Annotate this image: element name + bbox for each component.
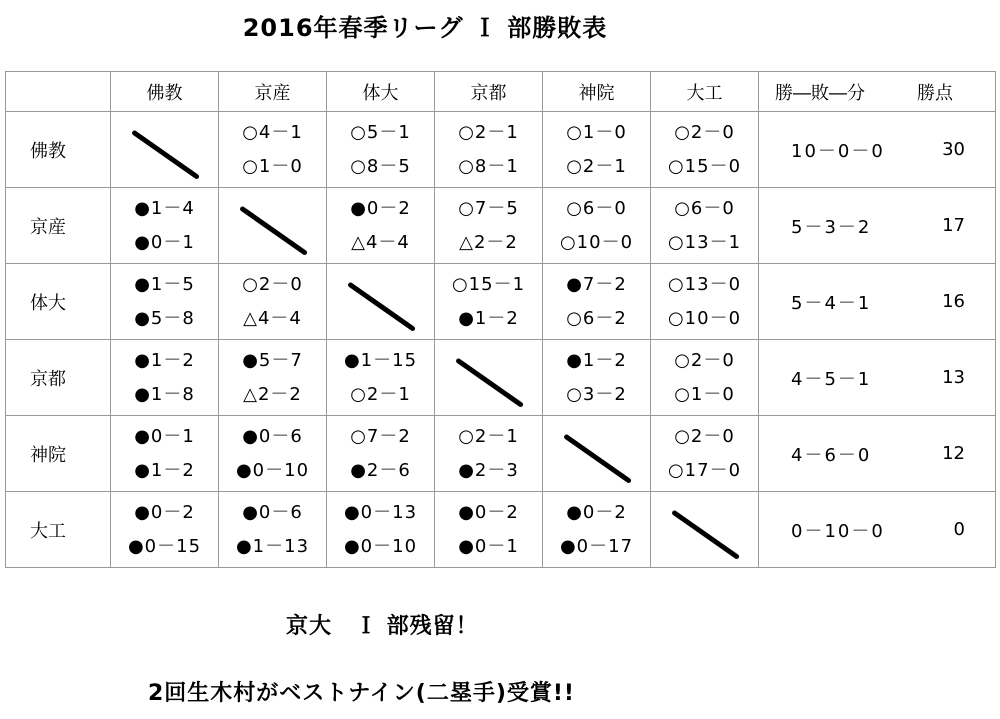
game-score: ○15－1 [451, 273, 526, 295]
game-score: ○2－1 [566, 155, 627, 177]
match-result-cell [435, 416, 543, 492]
game-score: ○8－5 [350, 155, 411, 177]
game-score: ●2－3 [458, 459, 519, 481]
table-row [6, 492, 996, 568]
self-match-cell [543, 416, 651, 492]
game-score: ●1－2 [134, 459, 195, 481]
team-name: 体大 [6, 264, 111, 340]
table-row [6, 340, 996, 416]
column-header: 京都 [435, 72, 543, 112]
column-header: 神院 [543, 72, 651, 112]
standings-table [5, 71, 996, 568]
game-score: ●0－1 [134, 425, 195, 447]
game-score: ●1－2 [458, 307, 519, 329]
game-score: ●1－15 [343, 349, 418, 371]
match-result-cell [543, 112, 651, 188]
table-row [6, 112, 996, 188]
record-header: 勝―敗―分 [775, 82, 865, 104]
game-score: ●0－17 [559, 535, 634, 557]
game-score: ○2－0 [674, 349, 735, 371]
win-loss-draw: 5－4－1 [791, 292, 872, 314]
game-score: ●1－2 [134, 349, 195, 371]
diagonal-slash [651, 492, 758, 567]
header-row [6, 72, 996, 112]
diagonal-slash [219, 188, 326, 263]
game-score: ●1－8 [134, 383, 195, 405]
game-score: ●0－1 [134, 231, 195, 253]
column-header: 佛教 [111, 72, 219, 112]
game-score: ○17－0 [667, 459, 742, 481]
game-score: ○2－0 [242, 273, 303, 295]
game-score: ○2－0 [674, 425, 735, 447]
page-title: 2016年春季リーグ Ｉ 部勝敗表 [242, 14, 608, 42]
game-score: ○1－0 [566, 121, 627, 143]
match-result-cell [327, 112, 435, 188]
points-value: 12 [942, 443, 965, 464]
game-score: ○2－1 [458, 425, 519, 447]
diagonal-slash [435, 340, 542, 415]
game-score: ●0－2 [566, 501, 627, 523]
game-score: ●2－6 [350, 459, 411, 481]
match-result-cell [435, 112, 543, 188]
game-score: ○13－1 [667, 231, 742, 253]
diagonal-line [351, 285, 413, 329]
game-score: ○10－0 [667, 307, 742, 329]
game-score: ●0－2 [458, 501, 519, 523]
game-score: ○6－0 [566, 197, 627, 219]
match-result-cell [651, 188, 759, 264]
record-header-cell [759, 72, 996, 112]
game-score: ●0－10 [343, 535, 418, 557]
win-loss-draw: 5－3－2 [791, 216, 872, 238]
footer-award-message: 2回生木村がベストナイン(二塁手)受賞!! [148, 681, 575, 706]
win-loss-draw: 10－0－0 [791, 140, 885, 162]
game-score: ○10－0 [559, 231, 634, 253]
game-score: ●1－4 [134, 197, 195, 219]
column-header: 体大 [327, 72, 435, 112]
game-score: ●0－1 [458, 535, 519, 557]
match-result-cell [219, 416, 327, 492]
table-row [6, 188, 996, 264]
match-result-cell [327, 188, 435, 264]
self-match-cell [219, 188, 327, 264]
self-match-cell [435, 340, 543, 416]
record-cell [759, 340, 996, 416]
game-score: ○7－2 [350, 425, 411, 447]
points-value: 30 [942, 139, 965, 160]
win-loss-draw: 0－10－0 [791, 520, 885, 542]
win-loss-draw: 4－6－0 [791, 444, 872, 466]
game-score: ○13－0 [667, 273, 742, 295]
game-score: ●0－6 [242, 425, 303, 447]
game-score: ●1－5 [134, 273, 195, 295]
match-result-cell [543, 188, 651, 264]
points-value: 16 [942, 291, 965, 312]
game-score: ●5－7 [242, 349, 303, 371]
game-score: ●1－13 [235, 535, 310, 557]
game-score: ○3－2 [566, 383, 627, 405]
match-result-cell [111, 492, 219, 568]
diagonal-slash [543, 416, 650, 491]
match-result-cell [111, 416, 219, 492]
game-score: ●0－6 [242, 501, 303, 523]
game-score: ○8－1 [458, 155, 519, 177]
match-result-cell [219, 264, 327, 340]
record-cell [759, 492, 996, 568]
column-header: 大工 [651, 72, 759, 112]
game-score: △2－2 [243, 383, 302, 405]
game-score: ○1－0 [674, 383, 735, 405]
game-score: ○15－0 [667, 155, 742, 177]
win-loss-draw: 4－5－1 [791, 368, 872, 390]
table-row [6, 264, 996, 340]
record-cell [759, 416, 996, 492]
game-score: △4－4 [243, 307, 302, 329]
game-score: △2－2 [459, 231, 518, 253]
team-name: 佛教 [6, 112, 111, 188]
team-name: 神院 [6, 416, 111, 492]
game-score: ●0－2 [350, 197, 411, 219]
self-match-cell [651, 492, 759, 568]
match-result-cell [219, 492, 327, 568]
team-name: 大工 [6, 492, 111, 568]
game-score: ○5－1 [350, 121, 411, 143]
self-match-cell [111, 112, 219, 188]
game-score: ○2－0 [674, 121, 735, 143]
match-result-cell [435, 492, 543, 568]
game-score: ○1－0 [242, 155, 303, 177]
record-cell [759, 264, 996, 340]
game-score: ●1－2 [566, 349, 627, 371]
match-result-cell [111, 264, 219, 340]
match-result-cell [111, 188, 219, 264]
match-result-cell [651, 416, 759, 492]
game-score: ●0－13 [343, 501, 418, 523]
footer-stay-message: 京大 Ｉ 部残留！ [286, 614, 479, 639]
game-score: ○6－2 [566, 307, 627, 329]
match-result-cell [543, 264, 651, 340]
diagonal-line [459, 361, 521, 405]
diagonal-line [243, 209, 305, 253]
game-score: ○2－1 [350, 383, 411, 405]
game-score: ●7－2 [566, 273, 627, 295]
points-value: 0 [953, 519, 965, 540]
corner-cell [6, 72, 111, 112]
match-result-cell [111, 340, 219, 416]
points-header: 勝点 [917, 82, 953, 104]
match-result-cell [219, 340, 327, 416]
match-result-cell [435, 264, 543, 340]
game-score: △4－4 [351, 231, 410, 253]
match-result-cell [651, 264, 759, 340]
game-score: ○7－5 [458, 197, 519, 219]
game-score: ○2－1 [458, 121, 519, 143]
game-score: ●0－15 [127, 535, 202, 557]
match-result-cell [435, 188, 543, 264]
game-score: ○6－0 [674, 197, 735, 219]
match-result-cell [651, 112, 759, 188]
column-header: 京産 [219, 72, 327, 112]
points-value: 13 [942, 367, 965, 388]
self-match-cell [327, 264, 435, 340]
game-score: ○4－1 [242, 121, 303, 143]
diagonal-line [675, 513, 737, 557]
team-name: 京都 [6, 340, 111, 416]
team-name: 京産 [6, 188, 111, 264]
match-result-cell [543, 492, 651, 568]
diagonal-line [567, 437, 629, 481]
match-result-cell [543, 340, 651, 416]
diagonal-slash [327, 264, 434, 339]
table-row [6, 416, 996, 492]
game-score: ●5－8 [134, 307, 195, 329]
diagonal-line [135, 133, 197, 177]
points-value: 17 [942, 215, 965, 236]
match-result-cell [219, 112, 327, 188]
record-cell [759, 188, 996, 264]
match-result-cell [327, 340, 435, 416]
match-result-cell [327, 492, 435, 568]
game-score: ●0－2 [134, 501, 195, 523]
record-cell [759, 112, 996, 188]
game-score: ●0－10 [235, 459, 310, 481]
match-result-cell [327, 416, 435, 492]
match-result-cell [651, 340, 759, 416]
diagonal-slash [111, 112, 218, 187]
